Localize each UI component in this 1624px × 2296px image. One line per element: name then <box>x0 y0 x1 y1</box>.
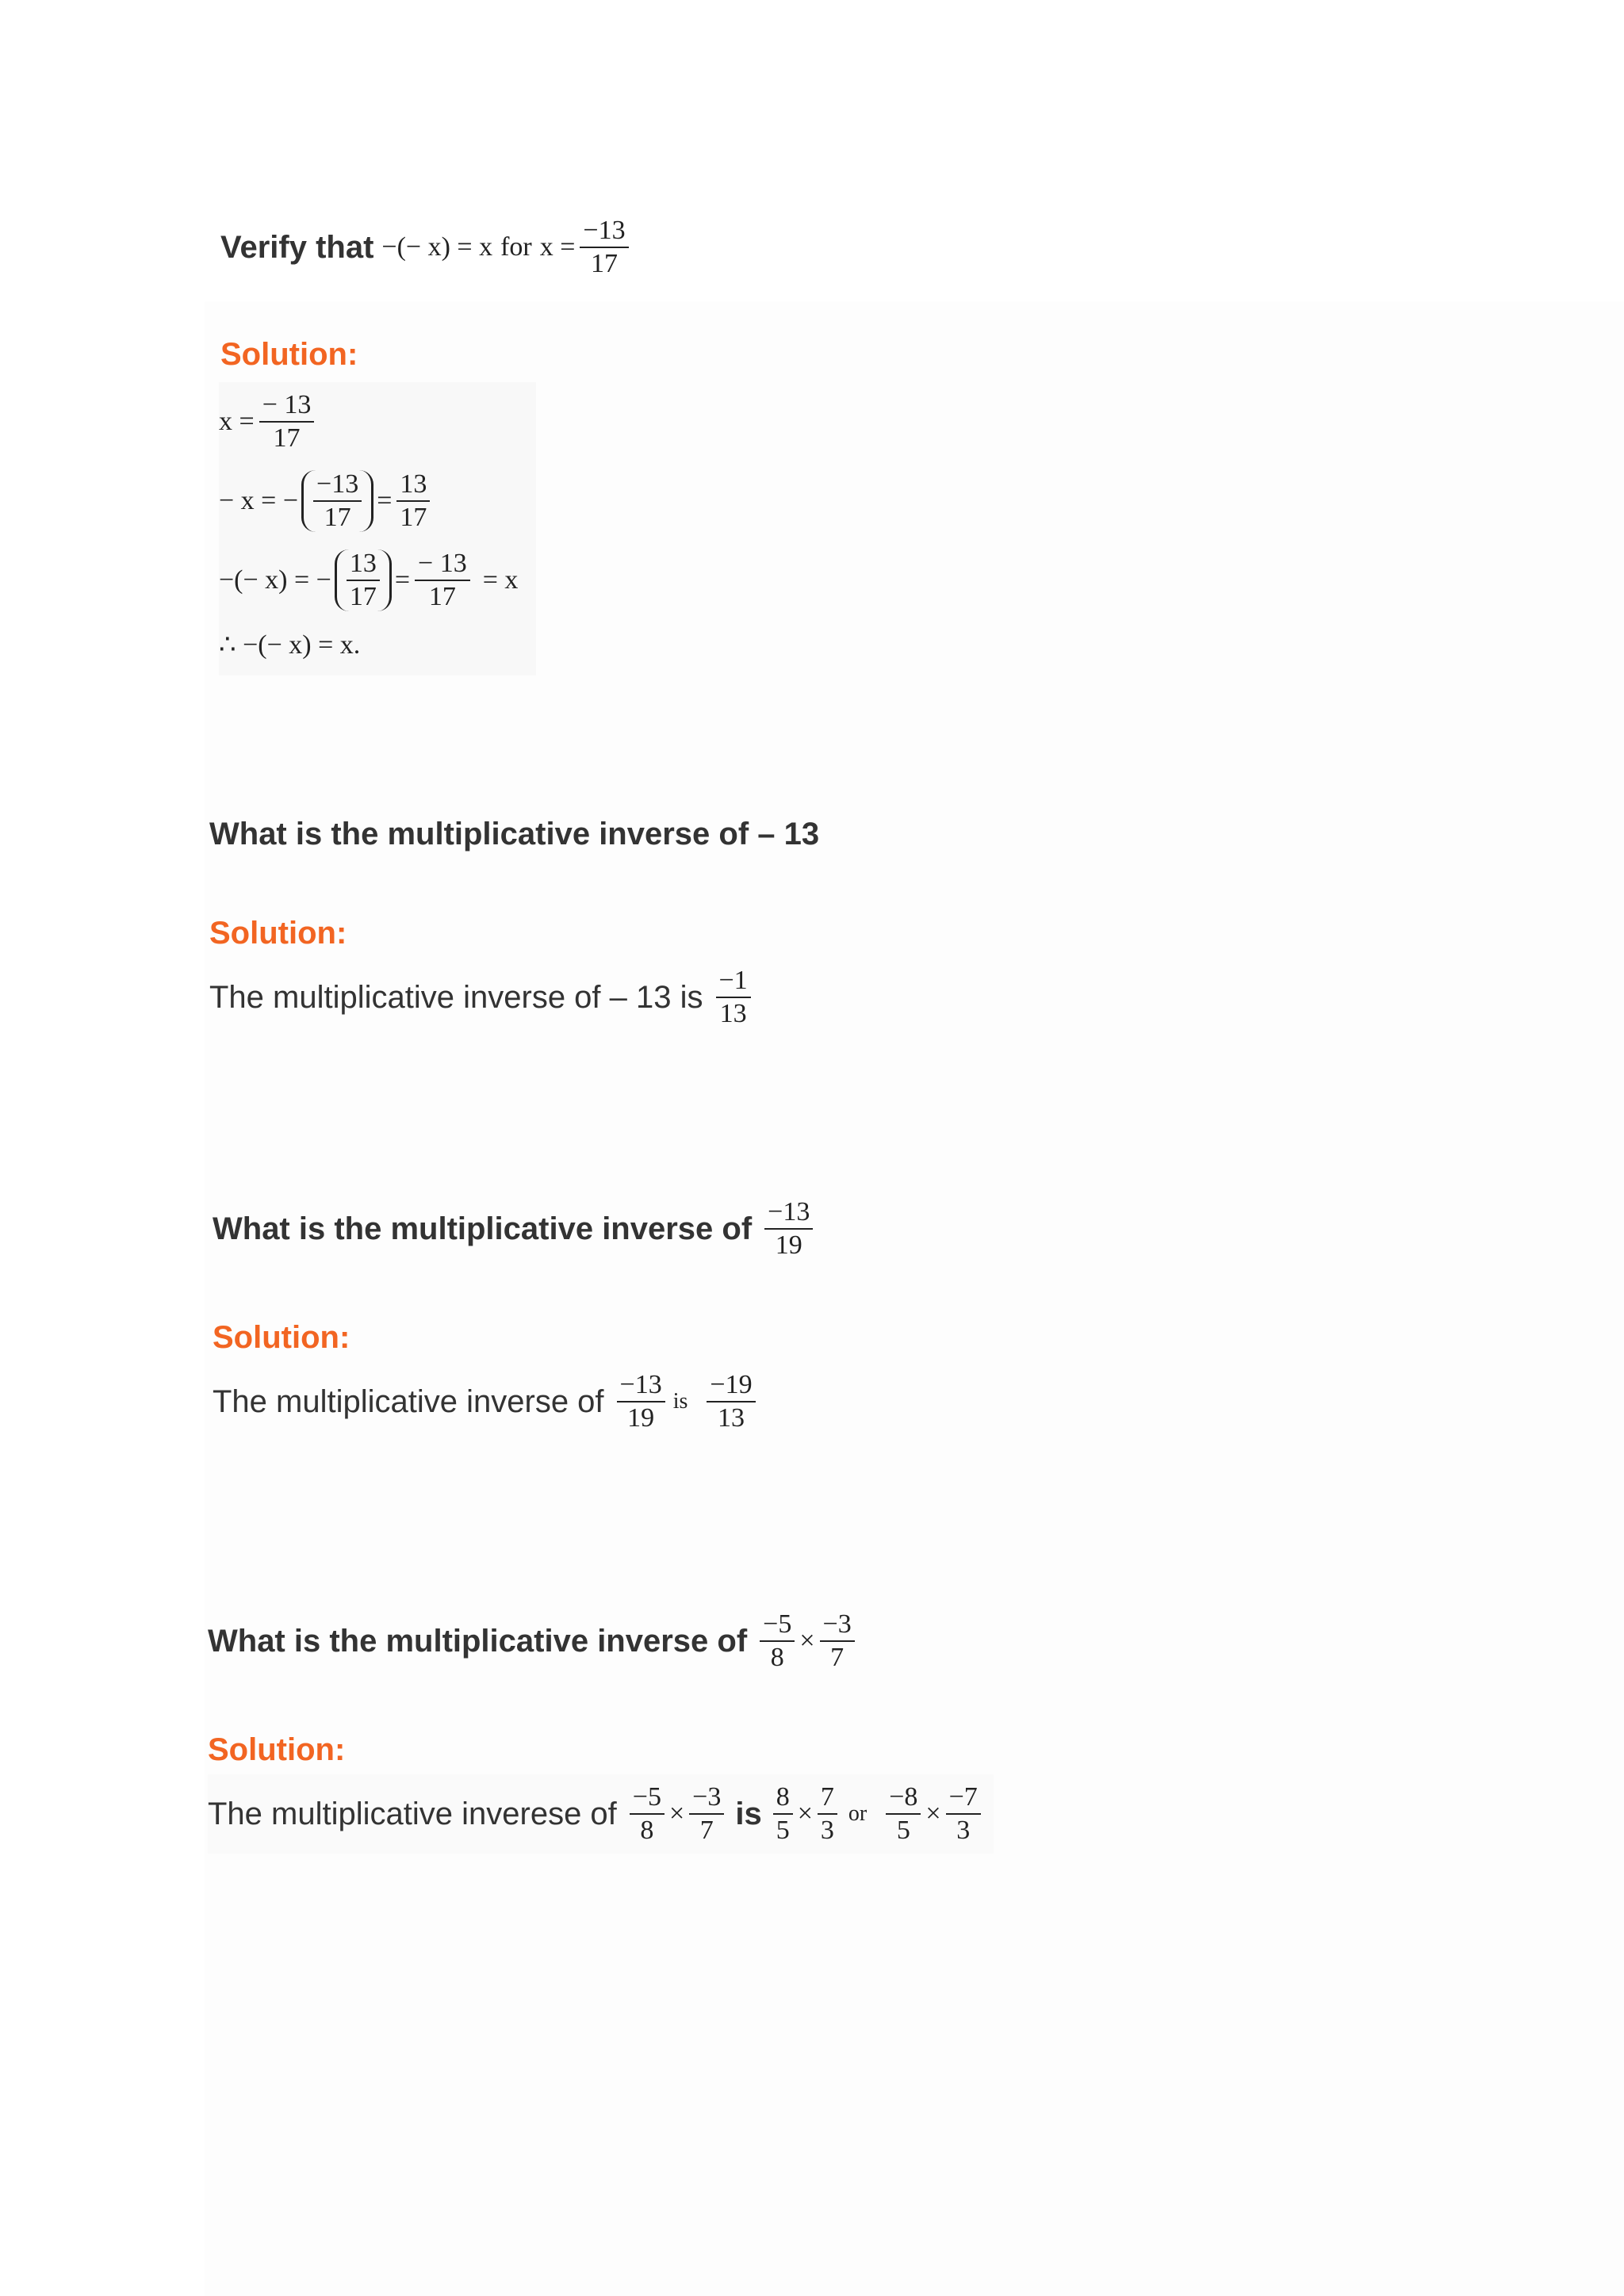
q1-step-1: x = $\frac{- 13}{17}$ <box>219 382 536 461</box>
answer-4: The multiplicative inverese of $\frac{-5}{8}$ × $\frac{-3}{7}$ is $\frac{8}{5}$ × $\frac{7}{3}$ or $\frac{-8}{5}$ × $\frac{-7}{3}$ <box>208 1774 994 1854</box>
q1-step-2-parens: $\frac{-13}{17}$ <box>301 470 373 531</box>
question-4 <box>208 1601 860 1681</box>
question-3-fraction: $\frac{-13}{19}$ <box>764 1198 813 1259</box>
answer-3-is: is <box>672 1389 688 1414</box>
q1-x-fraction: $\frac{-13}{17}$ <box>580 216 628 277</box>
question-1-prefix: Verify that <box>220 229 374 265</box>
question-3 <box>213 1189 818 1269</box>
solution-label-2: Solution: <box>209 916 347 951</box>
q1-x-eq: x = <box>539 232 576 262</box>
q1-step-2: − x = − $\frac{-13}{17}$ = $\frac{13}{17}$ <box>219 461 536 541</box>
answer-2 <box>209 958 756 1037</box>
q1-solution-steps <box>219 382 536 675</box>
answer-4-result-2: $\frac{7}{3}$ <box>818 1783 837 1844</box>
answer-4-result-4: $\frac{-7}{3}$ <box>946 1783 981 1844</box>
answer-4-is: is <box>735 1796 762 1831</box>
question-4-fraction-1: $\frac{-5}{8}$ <box>760 1610 795 1671</box>
answer-4-text: The multiplicative inverese of <box>208 1796 617 1831</box>
question-1 <box>220 208 634 287</box>
answer-4-or: or <box>848 1801 868 1826</box>
answer-4-result-3: $\frac{-8}{5}$ <box>886 1783 921 1844</box>
question-3-text: What is the multiplicative inverse of <box>213 1211 753 1246</box>
solution-label-3: Solution: <box>213 1320 350 1355</box>
question-2: What is the multiplicative inverse of – 13 <box>209 817 820 851</box>
answer-4-result-1: $\frac{8}{5}$ <box>773 1783 793 1844</box>
q1-expr: −(− x) = x <box>381 232 493 262</box>
answer-3-fraction-1: $\frac{-13}{19}$ <box>617 1371 665 1432</box>
q1-step-3: −(− x) = − $\frac{13}{17}$ = $\frac{- 13}{17}$ = x <box>219 549 519 611</box>
answer-2-text: The multiplicative inverse of – 13 is <box>209 979 703 1015</box>
question-4-fraction-2: $\frac{-3}{7}$ <box>820 1610 855 1671</box>
q1-step-1-fraction: $\frac{- 13}{17}$ <box>259 391 315 452</box>
answer-3 <box>213 1362 760 1441</box>
question-1-math <box>381 216 633 277</box>
q1-for: for <box>500 232 532 262</box>
answer-4-fraction-2: $\frac{-3}{7}$ <box>689 1783 724 1844</box>
answer-3-text: The multiplicative inverse of <box>213 1383 604 1419</box>
question-4-times: × <box>799 1626 815 1655</box>
q1-step-4: ∴ −(− x) = x. <box>219 630 361 660</box>
solution-label-4: Solution: <box>208 1732 346 1767</box>
answer-2-fraction: $\frac{-1}{13}$ <box>716 966 751 1027</box>
answer-4-fraction-1: $\frac{-5}{8}$ <box>630 1783 665 1844</box>
solution-label-1: Solution: <box>220 337 358 372</box>
q1-step-3-parens: $\frac{13}{17}$ <box>335 549 392 610</box>
answer-3-fraction-2: $\frac{-19}{13}$ <box>707 1371 755 1432</box>
question-4-text: What is the multiplicative inverse of <box>208 1623 748 1659</box>
